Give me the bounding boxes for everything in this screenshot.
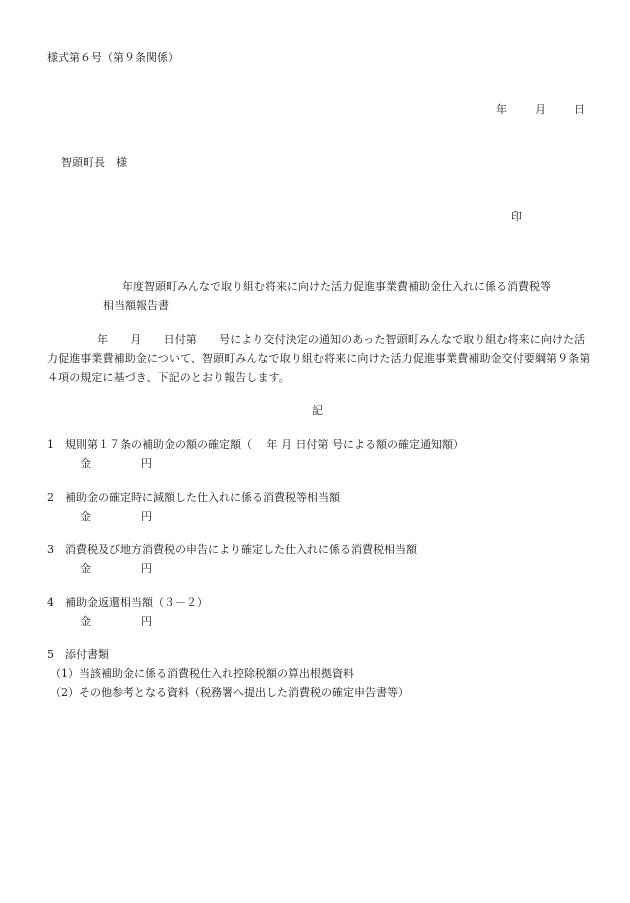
item-4-heading: 4 補助金返還相当額（３－２） bbox=[47, 596, 208, 609]
date-month: 月 bbox=[535, 103, 546, 116]
item-2-heading: 2 補助金の確定時に減額した仕入れに係る消費税等相当額 bbox=[47, 491, 340, 504]
report-body: 年 月 日付第 号により交付決定の通知のあった智頭町みんなで取り組む将来に向けた活力促進事業費補助金について、智頭町みんなで取り組む将来に向けた活力促進事業費補助金交付要綱第９条第４項の規定に基づき、下記のとおり報告します。 bbox=[47, 333, 591, 384]
item-1-amount-label: 金 bbox=[80, 457, 91, 470]
addressee: 智頭町長 様 bbox=[61, 156, 127, 169]
date-line bbox=[496, 101, 585, 117]
date-day: 日 bbox=[574, 103, 585, 116]
attachment-item-2: （2）その他参考となる資料（税務署へ提出した消費税の確定申告書等） bbox=[50, 686, 409, 699]
item-2-amount-label: 金 bbox=[80, 510, 91, 523]
item-4-amount bbox=[80, 613, 152, 629]
item-1-heading: 1 規則第１７条の補助金の額の確定額（ 年 月 日付第 号による額の確定通知額） bbox=[47, 438, 464, 451]
date-year: 年 bbox=[496, 103, 507, 116]
document-title-line1: 年度智頭町みんなで取り組む将来に向けた活力促進事業費補助金仕入れに係る消費税等 bbox=[122, 280, 551, 293]
item-3-heading: 3 消費税及び地方消費税の申告により確定した仕入れに係る消費税相当額 bbox=[47, 543, 417, 556]
item-2-amount bbox=[80, 508, 152, 524]
item-1-amount bbox=[80, 455, 152, 471]
item-2-yen: 円 bbox=[141, 510, 152, 523]
attachment-item-1: （1）当該補助金に係る消費税仕入れ控除税額の算出根拠資料 bbox=[50, 667, 354, 680]
item-1-yen: 円 bbox=[141, 457, 152, 470]
document-title-line2: 相当額報告書 bbox=[103, 299, 169, 312]
item-3-amount-label: 金 bbox=[80, 562, 91, 575]
item-4-yen: 円 bbox=[141, 615, 152, 628]
seal-mark: 印 bbox=[511, 210, 522, 223]
item-4-amount-label: 金 bbox=[80, 615, 91, 628]
item-3-amount bbox=[80, 560, 152, 576]
item-3-yen: 円 bbox=[141, 562, 152, 575]
form-number: 様式第６号（第９条関係） bbox=[47, 51, 179, 64]
ki-heading: 記 bbox=[312, 404, 323, 417]
attachments-heading: 5 添付書類 bbox=[47, 648, 109, 661]
